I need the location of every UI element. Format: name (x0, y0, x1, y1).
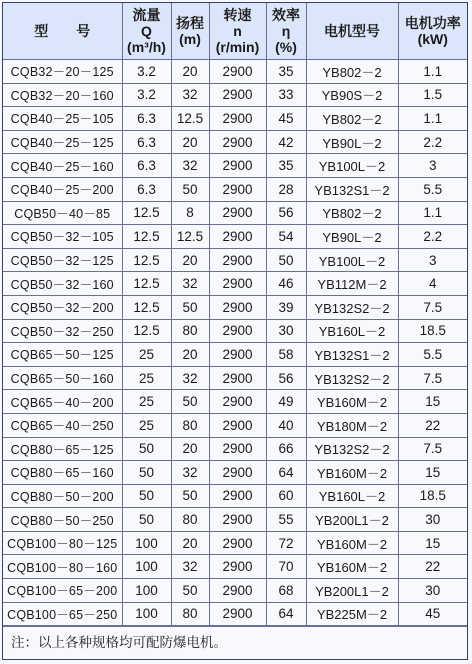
cell-motor-power: 1.1 (398, 107, 467, 131)
cell-speed: 2900 (209, 83, 266, 107)
cell-speed: 2900 (209, 602, 266, 626)
cell-speed: 2900 (209, 201, 266, 225)
header-flow-line: 流量 (132, 7, 161, 23)
cell-speed: 2900 (209, 225, 266, 249)
cell-motor-power: 7.5 (398, 366, 467, 390)
table-row (3, 319, 467, 343)
cell-flow: 25 (122, 390, 171, 414)
cell-flow: 3.2 (122, 83, 171, 107)
table-row (3, 225, 467, 249)
header-motor-power-line: 电机功率 (404, 15, 461, 31)
cell-motor-model: YB132S2－2 (306, 295, 398, 319)
table-row (3, 248, 467, 272)
cell-motor-model: YB160L－2 (306, 484, 398, 508)
header-motor-power-line: (kW) (417, 31, 448, 47)
table-row (3, 83, 467, 107)
cell-head: 50 (171, 484, 209, 508)
cell-model: CQB65－50－160 (3, 366, 122, 390)
cell-motor-power: 3 (398, 154, 467, 178)
cell-efficiency: 39 (266, 295, 306, 319)
cell-flow: 12.5 (122, 295, 171, 319)
cell-speed: 2900 (209, 60, 266, 84)
cell-speed: 2900 (209, 154, 266, 178)
cell-model: CQB100－65－250 (3, 602, 122, 626)
cell-model: CQB100－80－160 (3, 555, 122, 579)
cell-model: CQB50－32－160 (3, 272, 122, 296)
cell-efficiency: 72 (266, 531, 306, 555)
cell-model: CQB65－40－250 (3, 413, 122, 437)
cell-motor-model: YB802－2 (306, 107, 398, 131)
cell-motor-power: 4 (398, 272, 467, 296)
cell-motor-model: YB90L－2 (306, 130, 398, 154)
spec-sheet (2, 2, 468, 660)
cell-efficiency: 66 (266, 437, 306, 461)
cell-motor-power: 1.1 (398, 60, 467, 84)
cell-model: CQB50－32－125 (3, 248, 122, 272)
cell-speed: 2900 (209, 319, 266, 343)
header-motor-model (306, 3, 398, 60)
cell-motor-model: YB160L－2 (306, 319, 398, 343)
cell-model: CQB50－32－250 (3, 319, 122, 343)
cell-speed: 2900 (209, 390, 266, 414)
table-row (3, 531, 467, 555)
header-flow-line: Q (141, 23, 152, 39)
cell-model: CQB65－50－125 (3, 343, 122, 367)
header-efficiency (266, 3, 306, 60)
cell-head: 80 (171, 602, 209, 626)
header-efficiency-line: 效率 (272, 7, 300, 23)
table-row (3, 60, 467, 84)
cell-motor-model: YB100L－2 (306, 154, 398, 178)
cell-speed: 2900 (209, 107, 266, 131)
cell-motor-model: YB112M－2 (306, 272, 398, 296)
cell-motor-power: 1.5 (398, 83, 467, 107)
table-row (3, 343, 467, 367)
cell-model: CQB100－80－125 (3, 531, 122, 555)
cell-motor-power: 22 (398, 413, 467, 437)
table-row (3, 177, 467, 201)
cell-motor-model: YB200L1－2 (306, 579, 398, 603)
cell-flow: 12.5 (122, 272, 171, 296)
header-efficiency-line: η (281, 23, 291, 39)
cell-model: CQB40－25－200 (3, 177, 122, 201)
cell-speed: 2900 (209, 295, 266, 319)
cell-efficiency: 30 (266, 319, 306, 343)
cell-motor-model: YB180M－2 (306, 413, 398, 437)
cell-flow: 100 (122, 555, 171, 579)
header-row (3, 3, 467, 60)
cell-efficiency: 54 (266, 225, 306, 249)
table-row (3, 413, 467, 437)
cell-motor-model: YB802－2 (306, 201, 398, 225)
cell-flow: 100 (122, 579, 171, 603)
cell-motor-model: YB802－2 (306, 60, 398, 84)
cell-motor-power: 15 (398, 531, 467, 555)
cell-model: CQB40－25－125 (3, 130, 122, 154)
cell-motor-model: YB90L－2 (306, 225, 398, 249)
cell-motor-model: YB132S1－2 (306, 343, 398, 367)
cell-efficiency: 50 (266, 248, 306, 272)
table-row (3, 602, 467, 626)
cell-flow: 50 (122, 437, 171, 461)
cell-efficiency: 60 (266, 484, 306, 508)
cell-flow: 12.5 (122, 201, 171, 225)
cell-head: 50 (171, 295, 209, 319)
cell-motor-power: 30 (398, 508, 467, 532)
cell-motor-power: 45 (398, 602, 467, 626)
cell-model: CQB80－50－250 (3, 508, 122, 532)
cell-efficiency: 35 (266, 154, 306, 178)
header-head-line: (m) (179, 31, 201, 47)
cell-speed: 2900 (209, 177, 266, 201)
header-speed (209, 3, 266, 60)
table-row (3, 555, 467, 579)
header-speed-line: n (233, 23, 242, 39)
table-row (3, 579, 467, 603)
table-row (3, 461, 467, 485)
table-row (3, 201, 467, 225)
cell-efficiency: 33 (266, 83, 306, 107)
cell-motor-model: YB225M－2 (306, 602, 398, 626)
cell-head: 32 (171, 272, 209, 296)
cell-head: 50 (171, 579, 209, 603)
cell-flow: 6.3 (122, 154, 171, 178)
cell-motor-power: 5.5 (398, 343, 467, 367)
cell-motor-power: 30 (398, 579, 467, 603)
cell-efficiency: 64 (266, 602, 306, 626)
cell-motor-power: 3 (398, 248, 467, 272)
cell-model: CQB32－20－125 (3, 60, 122, 84)
table-row (3, 484, 467, 508)
cell-head: 32 (171, 154, 209, 178)
pump-spec-table (3, 3, 467, 626)
header-model (3, 3, 122, 60)
cell-motor-power: 7.5 (398, 295, 467, 319)
cell-head: 12.5 (171, 107, 209, 131)
cell-motor-power: 2.2 (398, 225, 467, 249)
table-row (3, 437, 467, 461)
cell-speed: 2900 (209, 579, 266, 603)
cell-head: 20 (171, 60, 209, 84)
cell-efficiency: 64 (266, 461, 306, 485)
header-flow (122, 3, 171, 60)
cell-flow: 25 (122, 366, 171, 390)
cell-efficiency: 45 (266, 107, 306, 131)
cell-speed: 2900 (209, 366, 266, 390)
cell-speed: 2900 (209, 413, 266, 437)
cell-flow: 3.2 (122, 60, 171, 84)
cell-speed: 2900 (209, 531, 266, 555)
header-model-line: 型 号 (34, 23, 91, 39)
cell-efficiency: 68 (266, 579, 306, 603)
header-motor-power (398, 3, 467, 60)
cell-head: 20 (171, 343, 209, 367)
cell-model: CQB50－32－200 (3, 295, 122, 319)
table-row (3, 366, 467, 390)
cell-motor-model: YB160M－2 (306, 390, 398, 414)
cell-model: CQB80－50－200 (3, 484, 122, 508)
cell-motor-power: 1.1 (398, 201, 467, 225)
cell-flow: 50 (122, 484, 171, 508)
cell-motor-model: YB132S2－2 (306, 437, 398, 461)
cell-motor-power: 2.2 (398, 130, 467, 154)
cell-head: 32 (171, 461, 209, 485)
cell-head: 20 (171, 437, 209, 461)
cell-efficiency: 58 (266, 343, 306, 367)
header-efficiency-line: (%) (275, 39, 297, 55)
cell-motor-model: YB160M－2 (306, 555, 398, 579)
cell-head: 20 (171, 130, 209, 154)
cell-motor-model: YB132S1－2 (306, 177, 398, 201)
table-row (3, 390, 467, 414)
cell-motor-power: 22 (398, 555, 467, 579)
cell-head: 32 (171, 366, 209, 390)
cell-model: CQB32－20－160 (3, 83, 122, 107)
cell-head: 20 (171, 531, 209, 555)
cell-flow: 50 (122, 461, 171, 485)
cell-flow: 25 (122, 413, 171, 437)
cell-motor-power: 18.5 (398, 484, 467, 508)
cell-flow: 25 (122, 343, 171, 367)
cell-head: 32 (171, 83, 209, 107)
cell-motor-model: YB100L－2 (306, 248, 398, 272)
cell-flow: 12.5 (122, 319, 171, 343)
cell-head: 8 (171, 201, 209, 225)
header-speed-line: 转速 (223, 7, 252, 23)
cell-motor-power: 15 (398, 461, 467, 485)
cell-model: CQB80－65－160 (3, 461, 122, 485)
table-row (3, 272, 467, 296)
cell-model: CQB65－40－200 (3, 390, 122, 414)
cell-motor-power: 7.5 (398, 437, 467, 461)
table-row (3, 154, 467, 178)
cell-head: 80 (171, 413, 209, 437)
header-flow-line: (m³/h) (127, 39, 166, 55)
cell-speed: 2900 (209, 508, 266, 532)
cell-efficiency: 56 (266, 201, 306, 225)
table-row (3, 295, 467, 319)
cell-head: 32 (171, 555, 209, 579)
cell-speed: 2900 (209, 248, 266, 272)
cell-motor-power: 18.5 (398, 319, 467, 343)
cell-head: 80 (171, 319, 209, 343)
cell-efficiency: 35 (266, 60, 306, 84)
cell-motor-model: YB200L1－2 (306, 508, 398, 532)
cell-model: CQB100－65－200 (3, 579, 122, 603)
table-row (3, 130, 467, 154)
cell-speed: 2900 (209, 555, 266, 579)
header-speed-line: (r/min) (215, 39, 260, 55)
cell-efficiency: 28 (266, 177, 306, 201)
cell-head: 12.5 (171, 225, 209, 249)
cell-speed: 2900 (209, 343, 266, 367)
cell-head: 20 (171, 248, 209, 272)
cell-efficiency: 56 (266, 366, 306, 390)
cell-head: 50 (171, 177, 209, 201)
cell-motor-model: YB90S－2 (306, 83, 398, 107)
cell-efficiency: 42 (266, 130, 306, 154)
cell-model: CQB40－25－105 (3, 107, 122, 131)
cell-flow: 100 (122, 602, 171, 626)
cell-head: 80 (171, 508, 209, 532)
cell-flow: 6.3 (122, 107, 171, 131)
header-head-line: 扬程 (176, 15, 204, 31)
cell-motor-model: YB132S2－2 (306, 366, 398, 390)
header-head (171, 3, 209, 60)
cell-model: CQB50－32－105 (3, 225, 122, 249)
footnote: 注：以上各种规格均可配防爆电机。 (3, 626, 467, 659)
cell-efficiency: 70 (266, 555, 306, 579)
cell-efficiency: 46 (266, 272, 306, 296)
cell-model: CQB40－25－160 (3, 154, 122, 178)
cell-speed: 2900 (209, 130, 266, 154)
cell-efficiency: 49 (266, 390, 306, 414)
cell-flow: 50 (122, 508, 171, 532)
cell-motor-model: YB160M－2 (306, 461, 398, 485)
table-row (3, 508, 467, 532)
cell-flow: 12.5 (122, 248, 171, 272)
table-row (3, 107, 467, 131)
cell-motor-model: YB160M－2 (306, 531, 398, 555)
cell-motor-power: 5.5 (398, 177, 467, 201)
header-motor-model-line: 电机型号 (324, 23, 380, 39)
cell-speed: 2900 (209, 461, 266, 485)
cell-model: CQB80－65－125 (3, 437, 122, 461)
cell-efficiency: 40 (266, 413, 306, 437)
cell-flow: 6.3 (122, 130, 171, 154)
cell-speed: 2900 (209, 272, 266, 296)
cell-model: CQB50－40－85 (3, 201, 122, 225)
cell-motor-power: 15 (398, 390, 467, 414)
cell-flow: 100 (122, 531, 171, 555)
table-body (3, 60, 467, 626)
cell-head: 50 (171, 390, 209, 414)
cell-efficiency: 55 (266, 508, 306, 532)
cell-speed: 2900 (209, 437, 266, 461)
cell-flow: 6.3 (122, 177, 171, 201)
cell-flow: 12.5 (122, 225, 171, 249)
cell-speed: 2900 (209, 484, 266, 508)
